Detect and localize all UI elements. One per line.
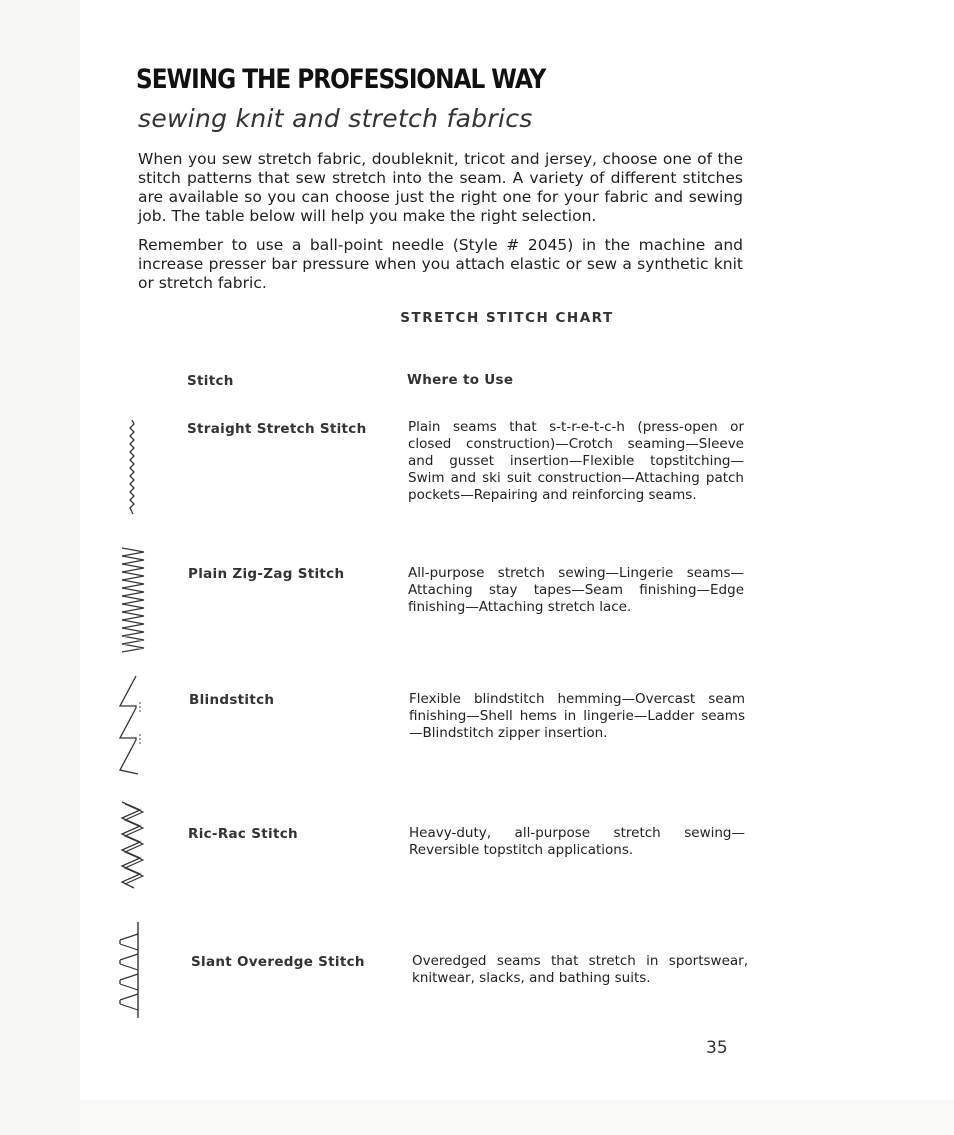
column-header-stitch: Stitch xyxy=(187,373,234,389)
blindstitch-icon xyxy=(114,672,150,778)
stitch-name-straight-stretch: Straight Stretch Stitch xyxy=(187,421,367,437)
page-bottom-shade xyxy=(80,1100,954,1135)
stitch-use-ric-rac: Heavy-duty, all-purpose stretch sewing—Reversible topstitch applications. xyxy=(409,825,745,858)
chart-title: STRETCH STITCH CHART xyxy=(400,310,614,326)
page-margin-shade xyxy=(0,0,80,1135)
page-subtitle: sewing knit and stretch fabrics xyxy=(138,104,533,133)
stitch-name-ric-rac: Ric-Rac Stitch xyxy=(188,826,298,842)
stitch-use-plain-zigzag: All-purpose stretch sewing—Lingerie seams—Attaching stay tapes—Seam finishing—Edge finishing—Attaching stretch lace. xyxy=(408,565,744,615)
zigzag-stitch-icon xyxy=(118,546,148,656)
ric-rac-stitch-icon xyxy=(114,798,148,890)
stitch-name-slant-overedge: Slant Overedge Stitch xyxy=(191,954,365,970)
column-header-where-to-use: Where to Use xyxy=(407,372,514,388)
intro-paragraph: When you sew stretch fabric, doubleknit, tricot and jersey, choose one of the stitch patterns that sew stretch into the seam. A variety of different stitches are available so you can choose just the right one for your fabric and sewing job. The table below will help you make the right selection. xyxy=(138,150,743,225)
stitch-name-plain-zigzag: Plain Zig-Zag Stitch xyxy=(188,566,345,582)
straight-stretch-stitch-icon xyxy=(124,418,140,518)
slant-overedge-stitch-icon xyxy=(116,920,146,1020)
stitch-name-blindstitch: Blindstitch xyxy=(189,692,275,708)
page-number: 35 xyxy=(706,1038,728,1058)
stitch-use-slant-overedge: Overedged seams that stretch in sportswear, knitwear, slacks, and bathing suits. xyxy=(412,953,748,986)
page-title: SEWING THE PROFESSIONAL WAY xyxy=(136,64,546,95)
stitch-use-blindstitch: Flexible blindstitch hemming—Overcast seam finishing—Shell hems in lingerie—Ladder seams —Blindstitch zipper insertion. xyxy=(409,691,745,741)
needle-note-paragraph: Remember to use a ball-point needle (Style # 2045) in the machine and increase presser bar pressure when you attach elastic or sew a synthetic knit or stretch fabric. xyxy=(138,236,743,292)
stitch-use-straight-stretch: Plain seams that s-t-r-e-t-c-h (press-open or closed construction)—Crotch seaming—Sleeve and gusset insertion—Flexible topstitching—Swim and ski suit construction—Attaching patch pockets—Repairing and reinforcing seams. xyxy=(408,419,744,503)
